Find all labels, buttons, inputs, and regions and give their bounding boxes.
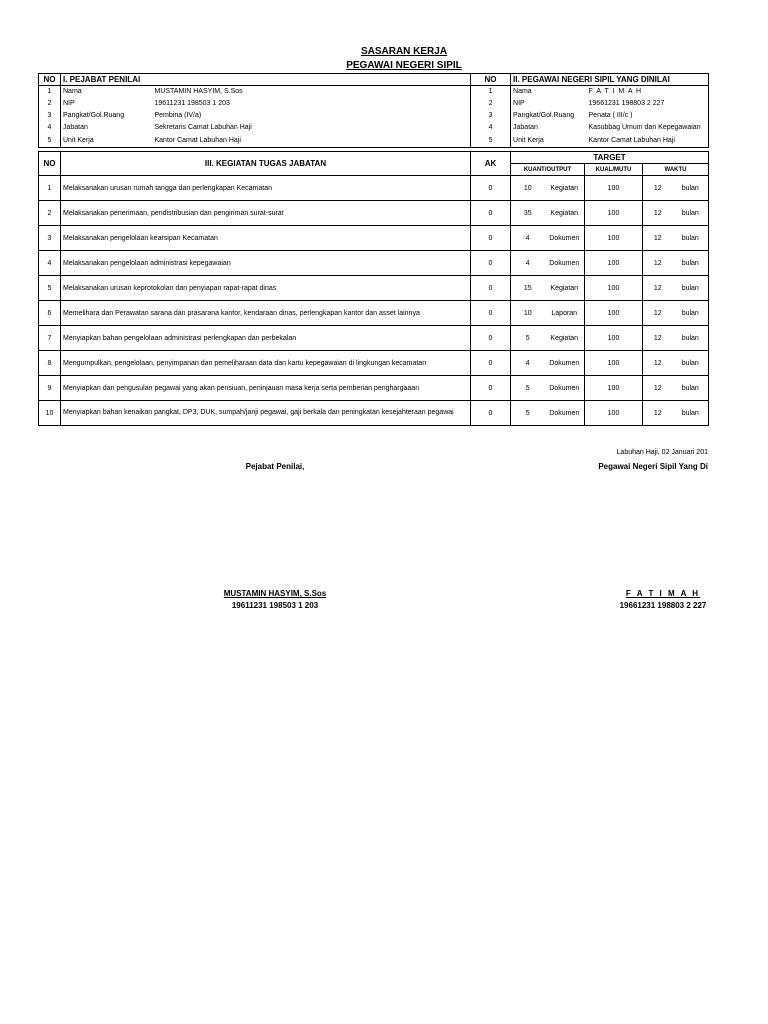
activity-ak: 0 [471, 351, 511, 376]
activity-qty: 10 [511, 176, 545, 201]
activity-qty: 4 [511, 351, 545, 376]
activity-qty: 15 [511, 276, 545, 301]
identity-row [39, 110, 709, 122]
activity-ak: 0 [471, 176, 511, 201]
kuant-output-header: KUANT/OUTPUT [511, 164, 585, 176]
penilai-no: 3 [39, 110, 61, 122]
activity-row [39, 351, 709, 376]
activity-unit: Dokumen [545, 251, 585, 276]
penilai-jabatan: Sekretaris Camat Labuhan Haji [153, 122, 471, 134]
penilai-label: Jabatan [63, 124, 88, 131]
activity-unit: Dokumen [545, 376, 585, 401]
penilai-name: MUSTAMIN HASYIM, S.Sos [153, 86, 471, 98]
dinilai-no: 1 [471, 86, 511, 98]
dinilai-label: Jabatan [513, 124, 538, 131]
waktu-header: WAKTU [643, 164, 709, 176]
identity-row [39, 98, 709, 110]
dinilai-no: 2 [471, 98, 511, 110]
activity-unit: Kegiatan [545, 326, 585, 351]
activity-text: Menyiapkan dan pengusulan pegawai yang akan pensiuan, peninjauan masa kerja serta pemberian penghargaaan [61, 376, 471, 401]
activity-row [39, 401, 709, 426]
ak-header: AK [471, 152, 511, 176]
activity-no: 10 [39, 401, 61, 426]
pns-dinilai-signature-nip: 19661231 198803 2 227 [619, 601, 707, 610]
activity-time: 12 [643, 326, 673, 351]
activity-text: Memelihara dan Perawatan sarana dan prasarana kantor, kendaraan dinas, perlengkapan kantor dan asset lainnya [61, 301, 471, 326]
activity-time-unit: bulan [673, 226, 709, 251]
activity-time: 12 [643, 176, 673, 201]
dinilai-nip: 19661231 198803 2 227 [587, 98, 709, 110]
activity-kual: 100 [585, 176, 643, 201]
pejabat-penilai-header: I. PEJABAT PENILAI [61, 74, 471, 86]
identity-row [39, 86, 709, 98]
activity-ak: 0 [471, 276, 511, 301]
activity-time-unit: bulan [673, 251, 709, 276]
activity-qty: 5 [511, 401, 545, 426]
penilai-nip: 19611231 198503 1 203 [153, 98, 471, 110]
activity-kual: 100 [585, 201, 643, 226]
activity-time: 12 [643, 301, 673, 326]
identity-row [39, 134, 709, 148]
dinilai-unit: Kantor Camat Labuhan Haji [587, 134, 709, 148]
activity-time: 12 [643, 376, 673, 401]
activity-kual: 100 [585, 351, 643, 376]
pejabat-penilai-role: Pejabat Penilai, [245, 462, 305, 471]
activity-time: 12 [643, 251, 673, 276]
penilai-no: 5 [39, 134, 61, 148]
pejabat-penilai-signature-name: MUSTAMIN HASYIM, S.Sos [223, 589, 327, 598]
activity-row [39, 176, 709, 201]
activity-no: 4 [39, 251, 61, 276]
activity-unit: Laporan [545, 301, 585, 326]
activity-no-header: NO [39, 152, 61, 176]
activity-qty: 5 [511, 326, 545, 351]
identity-table [38, 73, 709, 148]
activity-text: Menyiapkan bahan kenaikan pangkat, DP3, DUK, sumpah/janji pegawai, gaji berkala dan peningkatan kesejahteraan pegawai [61, 401, 471, 426]
activity-kual: 100 [585, 326, 643, 351]
activity-row [39, 301, 709, 326]
dinilai-no: 3 [471, 110, 511, 122]
penilai-label: NIP [63, 100, 75, 107]
dinilai-label: Pangkat/Gol.Ruang [513, 112, 575, 119]
identity-no-header-left: NO [39, 74, 61, 86]
activity-kual: 100 [585, 226, 643, 251]
activity-kual: 100 [585, 301, 643, 326]
activity-ak: 0 [471, 251, 511, 276]
activities-table [38, 151, 709, 426]
activity-ak: 0 [471, 226, 511, 251]
activity-unit: Kegiatan [545, 276, 585, 301]
activity-time-unit: bulan [673, 276, 709, 301]
activity-text: Melaksanakan urusan rumah tangga dan perlengkapan Kecamatan [61, 176, 471, 201]
activity-no: 9 [39, 376, 61, 401]
dinilai-label: Unit Kerja [511, 134, 587, 148]
penilai-label: Nama [63, 88, 82, 96]
penilai-no: 1 [39, 86, 61, 98]
activity-text: Melaksanakan urusan keprotokolan dan penyiapan rapat-rapat dinas [61, 276, 471, 301]
activity-time-unit: bulan [673, 326, 709, 351]
activity-no: 1 [39, 176, 61, 201]
activity-unit: Dokumen [545, 401, 585, 426]
target-header: TARGET [511, 152, 709, 164]
activity-qty: 5 [511, 376, 545, 401]
dinilai-pangkat: Penata ( III/c ) [587, 110, 709, 122]
activity-no: 6 [39, 301, 61, 326]
pns-dinilai-signature-name: F A T I M A H [625, 589, 701, 598]
pejabat-penilai-signature-nip: 19611231 198503 1 203 [231, 601, 319, 610]
activity-time-unit: bulan [673, 201, 709, 226]
activity-kual: 100 [585, 251, 643, 276]
activity-title-header: III. KEGIATAN TUGAS JABATAN [61, 152, 471, 176]
activity-time: 12 [643, 351, 673, 376]
kual-mutu-header: KUAL/MUTU [585, 164, 643, 176]
activity-unit: Dokumen [545, 226, 585, 251]
activity-kual: 100 [585, 276, 643, 301]
activity-time-unit: bulan [673, 301, 709, 326]
activity-unit: Kegiatan [545, 201, 585, 226]
activity-time: 12 [643, 201, 673, 226]
dinilai-jabatan: Kasubbag Umum dan Kepegawaian [587, 122, 709, 134]
penilai-no: 2 [39, 98, 61, 110]
activity-time: 12 [643, 226, 673, 251]
activity-row [39, 326, 709, 351]
activity-text: Melaksanakan penerimaan, pendistribusian dan pengiriman surat-surat [61, 201, 471, 226]
activity-qty: 4 [511, 226, 545, 251]
activity-text: Menyiapkan bahan pengelolaan administrasi perlengkapan dan perbekalan [61, 326, 471, 351]
penilai-label: Unit Kerja [61, 134, 153, 148]
activity-ak: 0 [471, 326, 511, 351]
activity-row [39, 251, 709, 276]
document-title: SASARAN KERJA [360, 46, 448, 57]
activity-time: 12 [643, 401, 673, 426]
activity-ak: 0 [471, 201, 511, 226]
activity-time-unit: bulan [673, 376, 709, 401]
activity-qty: 35 [511, 201, 545, 226]
activity-kual: 100 [585, 376, 643, 401]
activity-text: Mengumpulkan, pengelolaan, penyimpanan dan pemeliharaan data dan kartu kepegawaian di lingkungan kecamatan [61, 351, 471, 376]
activity-ak: 0 [471, 301, 511, 326]
activity-row [39, 201, 709, 226]
activity-row [39, 276, 709, 301]
activity-no: 7 [39, 326, 61, 351]
activity-text: Melaksanakan pengelolaan kearsipan Kecamatan [61, 226, 471, 251]
activity-time-unit: bulan [673, 401, 709, 426]
activity-row [39, 376, 709, 401]
activity-no: 8 [39, 351, 61, 376]
pns-dinilai-header: II. PEGAWAI NEGERI SIPIL YANG DINILAI [511, 74, 709, 86]
pns-dinilai-role: Pegawai Negeri Sipil Yang Di [598, 462, 708, 471]
dinilai-label: NIP [513, 100, 525, 107]
activity-no: 3 [39, 226, 61, 251]
activity-qty: 10 [511, 301, 545, 326]
penilai-pangkat: Pembina (IV/a) [153, 110, 471, 122]
penilai-label: Pangkat/Gol.Ruang [63, 112, 125, 119]
penilai-no: 4 [39, 122, 61, 134]
dinilai-no: 5 [471, 134, 511, 148]
penilai-unit: Kantor Camat Labuhan Haji [153, 134, 471, 148]
activity-time-unit: bulan [673, 351, 709, 376]
dinilai-name: F A T I M A H [587, 86, 709, 98]
identity-row [39, 122, 709, 134]
document-subtitle: PEGAWAI NEGERI SIPIL [346, 60, 462, 71]
identity-no-header-right: NO [471, 74, 511, 86]
activity-time: 12 [643, 276, 673, 301]
activity-qty: 4 [511, 251, 545, 276]
activity-no: 5 [39, 276, 61, 301]
activity-no: 2 [39, 201, 61, 226]
activity-kual: 100 [585, 401, 643, 426]
activity-text: Melaksanakan pengelolaan administrasi kepegawaian [61, 251, 471, 276]
dinilai-no: 4 [471, 122, 511, 134]
dinilai-label: Nama [513, 88, 532, 96]
activity-unit: Dokumen [545, 351, 585, 376]
activity-ak: 0 [471, 401, 511, 426]
activity-unit: Kegiatan [545, 176, 585, 201]
place-date: Labuhan Haji, 02 Januari 201 [616, 449, 708, 456]
activity-row [39, 226, 709, 251]
activity-ak: 0 [471, 376, 511, 401]
activity-time-unit: bulan [673, 176, 709, 201]
